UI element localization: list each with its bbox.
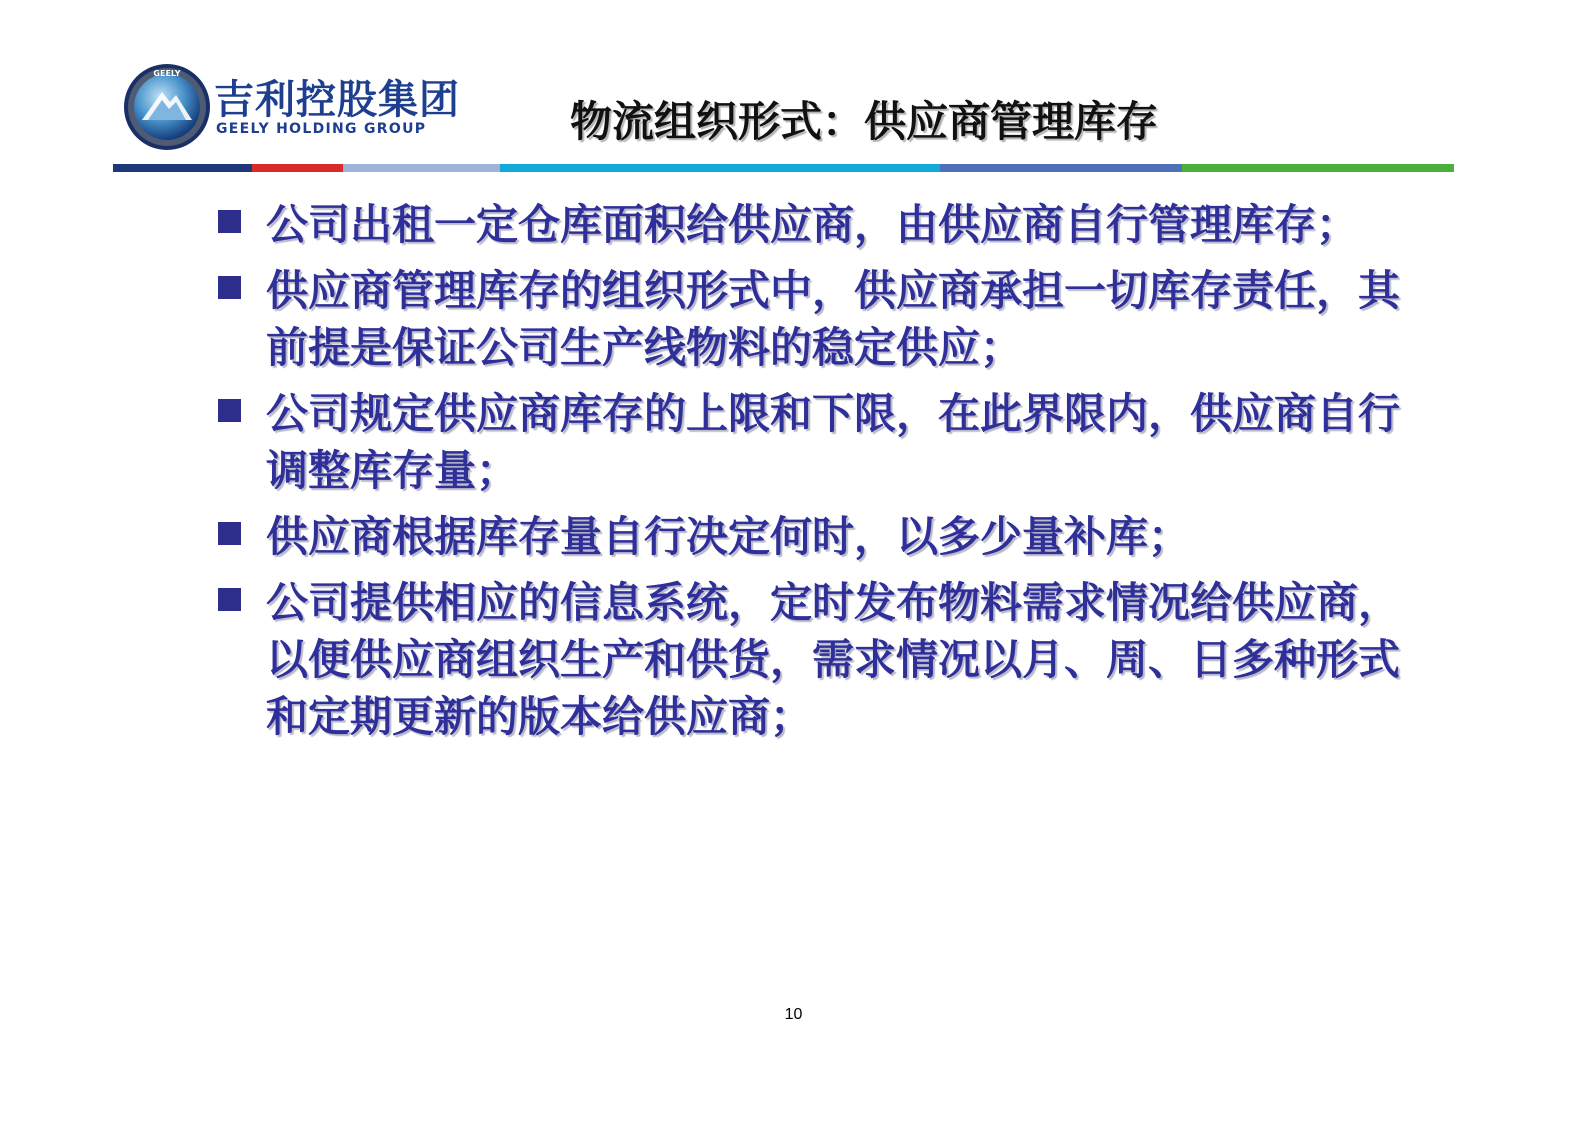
color-bar-segment [113, 164, 252, 172]
bullet-text: 供应商管理库存的组织形式中，供应商承担一切库存责任，其前提是保证公司生产线物料的稳定供应； [266, 266, 1401, 372]
logo-name-cn: 吉利控股集团 [214, 77, 460, 123]
color-bar-segment [500, 164, 940, 172]
square-bullet-icon [218, 399, 241, 422]
color-bar-segment [343, 164, 500, 172]
color-bar-segment [1182, 164, 1454, 172]
bullet-text: 公司规定供应商库存的上限和下限，在此界限内，供应商自行调整库存量； [266, 389, 1401, 495]
square-bullet-icon [218, 276, 241, 299]
bullet-item [216, 508, 1416, 565]
bullet-text: 供应商根据库存量自行决定何时，以多少量补库； [266, 512, 1191, 561]
slide-title: 物流组织形式：供应商管理库存 [570, 97, 1159, 146]
logo-name-en: GEELY HOLDING GROUP [216, 121, 427, 137]
square-bullet-icon [218, 588, 241, 611]
square-bullet-icon [218, 522, 241, 545]
bullet-list [216, 196, 1416, 754]
bullet-text: 公司出租一定仓库面积给供应商，由供应商自行管理库存； [266, 200, 1359, 249]
geely-globe-emblem-icon [122, 62, 212, 152]
header-color-bar [113, 164, 1454, 172]
svg-text:GEELY: GEELY [153, 69, 181, 78]
page-number: 10 [784, 1006, 803, 1023]
bullet-item [216, 262, 1416, 376]
bullet-item [216, 385, 1416, 499]
bullet-text: 公司提供相应的信息系统，定时发布物料需求情况给供应商，以便供应商组织生产和供货，需求情况以月、周、日多种形式和定期更新的版本给供应商； [266, 578, 1401, 741]
color-bar-segment [940, 164, 1182, 172]
bullet-item [216, 574, 1416, 745]
square-bullet-icon [218, 210, 241, 233]
bullet-item [216, 196, 1416, 253]
color-bar-segment [252, 164, 343, 172]
